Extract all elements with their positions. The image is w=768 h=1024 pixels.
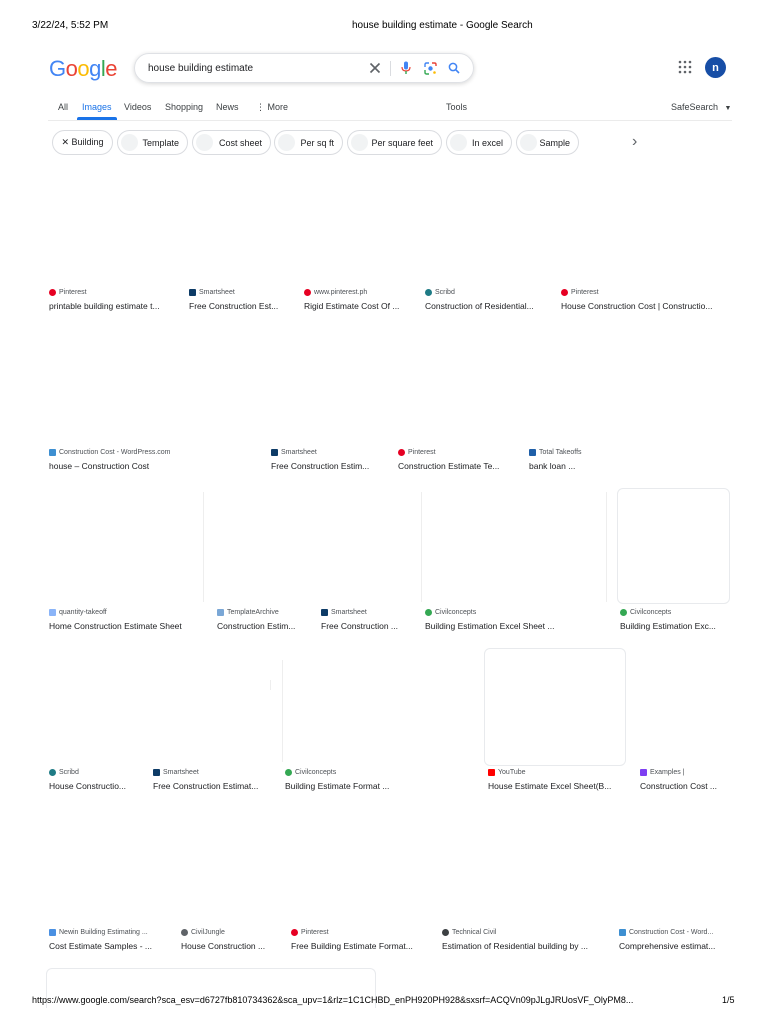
total-takeoffs-favicon-icon — [529, 449, 536, 456]
chip-in-excel[interactable] — [446, 130, 512, 155]
smartsheet-favicon-icon — [189, 289, 196, 296]
tab-all[interactable]: All — [58, 102, 69, 112]
source-name: Pinterest — [408, 449, 436, 456]
scribd-favicon-icon — [49, 769, 56, 776]
google-logo[interactable]: Google — [49, 56, 118, 81]
chip-label: Sample — [539, 137, 570, 148]
lens-icon[interactable] — [421, 59, 439, 77]
result-title[interactable]: Free Building Estimate Format... — [291, 941, 413, 951]
result-source[interactable] — [49, 929, 148, 936]
search-input[interactable] — [148, 60, 363, 77]
source-name: TemplateArchive — [227, 609, 279, 616]
source-name: Scribd — [435, 289, 455, 296]
chip-building[interactable] — [52, 130, 113, 155]
source-name: YouTube — [498, 769, 526, 776]
result-source[interactable] — [189, 289, 235, 296]
source-name: Smartsheet — [331, 609, 367, 616]
result-source[interactable] — [620, 609, 671, 616]
result-source[interactable] — [271, 449, 317, 456]
image-divider — [606, 492, 607, 602]
pinterest-favicon-icon — [398, 449, 405, 456]
result-title[interactable]: Free Construction Estimat... — [153, 781, 259, 791]
print-page-number: 1/5 — [722, 995, 735, 1005]
smartsheet-favicon-icon — [153, 769, 160, 776]
image-divider — [270, 680, 271, 690]
youtube-favicon-icon — [488, 769, 495, 776]
source-name: Construction Cost - Word... — [629, 929, 714, 936]
result-source[interactable] — [321, 609, 367, 616]
image-divider — [282, 660, 283, 762]
result-source[interactable] — [398, 449, 436, 456]
result-source[interactable] — [49, 769, 79, 776]
pinterest-favicon-icon — [49, 289, 56, 296]
source-name: Civilconcepts — [435, 609, 477, 616]
result-title[interactable]: Building Estimation Excel Sheet ... — [425, 621, 555, 631]
newin-favicon-icon — [49, 929, 56, 936]
source-name: Technical Civil — [452, 929, 497, 936]
result-source[interactable] — [49, 609, 107, 616]
chip-label: Cost sheet — [218, 137, 262, 148]
chip-thumbnail — [278, 134, 295, 151]
wordpress-favicon-icon — [619, 929, 626, 936]
result-title[interactable]: Construction Estimate Te... — [398, 461, 500, 471]
print-page-title: house building estimate - Google Search — [352, 20, 533, 31]
result-source[interactable] — [640, 769, 685, 776]
chevron-right-icon[interactable]: › — [632, 133, 638, 150]
safesearch-label: SafeSearch — [671, 102, 719, 112]
chip-cost-sheet[interactable] — [192, 130, 271, 155]
image-divider — [421, 492, 422, 602]
result-source[interactable] — [291, 929, 329, 936]
source-name: CivilJungle — [191, 929, 225, 936]
result-title[interactable]: House Constructio... — [49, 781, 127, 791]
result-title[interactable]: Free Construction Estim... — [271, 461, 370, 471]
result-image[interactable] — [484, 648, 626, 766]
result-source[interactable] — [285, 769, 336, 776]
source-name: Pinterest — [301, 929, 329, 936]
image-divider — [203, 492, 204, 602]
result-title[interactable]: Construction of Residential... — [425, 301, 534, 311]
result-title[interactable]: House Estimate Excel Sheet(B... — [488, 781, 612, 791]
tab-videos[interactable]: Videos — [124, 102, 152, 112]
pinterest-favicon-icon — [291, 929, 298, 936]
result-source[interactable] — [425, 289, 455, 296]
safesearch-button[interactable] — [671, 102, 731, 112]
result-source[interactable] — [488, 769, 526, 776]
result-source[interactable] — [49, 289, 87, 296]
civilconcepts-favicon-icon — [285, 769, 292, 776]
smartsheet-favicon-icon — [271, 449, 278, 456]
print-date: 3/22/24, 5:52 PM — [32, 20, 109, 31]
result-source[interactable] — [425, 609, 476, 616]
chip-per-sq-ft[interactable] — [274, 130, 343, 155]
wordpress-favicon-icon — [49, 449, 56, 456]
result-title[interactable]: Free Construction Est... — [189, 301, 279, 311]
source-name: Smartsheet — [163, 769, 199, 776]
result-title[interactable]: Construction Estim... — [217, 621, 296, 631]
apps-grid-icon[interactable] — [678, 60, 696, 76]
chip-thumbnail — [121, 134, 138, 151]
result-source[interactable] — [561, 289, 599, 296]
source-name: Civilconcepts — [295, 769, 337, 776]
source-name: quantity-takeoff — [59, 609, 107, 616]
avatar[interactable]: n — [705, 57, 726, 78]
examples-favicon-icon — [640, 769, 647, 776]
result-title[interactable]: House Construction ... — [181, 941, 266, 951]
tab-images[interactable]: Images — [82, 102, 112, 112]
pinterest-favicon-icon — [561, 289, 568, 296]
scribd-favicon-icon — [425, 289, 432, 296]
result-title[interactable]: Rigid Estimate Cost Of ... — [304, 301, 400, 311]
civiljungle-favicon-icon — [181, 929, 188, 936]
technical-civil-favicon-icon — [442, 929, 449, 936]
result-title[interactable]: Estimation of Residential building by ... — [442, 941, 588, 951]
source-name: Pinterest — [571, 289, 599, 296]
result-title[interactable]: Building Estimation Exc... — [620, 621, 716, 631]
mic-icon[interactable] — [397, 59, 415, 77]
tab-news[interactable]: News — [216, 102, 239, 112]
tab-more[interactable]: ⋮ More — [256, 102, 289, 112]
result-title[interactable]: Building Estimate Format ... — [285, 781, 390, 791]
civilconcepts-favicon-icon — [620, 609, 627, 616]
smartsheet-favicon-icon — [321, 609, 328, 616]
result-title[interactable]: Comprehensive estimat... — [619, 941, 716, 951]
chip-per-square-feet[interactable] — [347, 130, 442, 155]
result-source[interactable] — [153, 769, 199, 776]
source-name: Smartsheet — [281, 449, 317, 456]
result-title[interactable]: House Construction Cost | Constructio... — [561, 301, 713, 311]
result-source[interactable] — [304, 289, 367, 296]
source-name: Smartsheet — [199, 289, 235, 296]
result-source[interactable] — [442, 929, 496, 936]
result-title[interactable]: Free Construction ... — [321, 621, 399, 631]
chip-sample[interactable] — [516, 130, 579, 155]
result-title[interactable]: Construction Cost ... — [640, 781, 718, 791]
search-box — [134, 53, 474, 83]
result-source[interactable] — [181, 929, 225, 936]
pinterest-favicon-icon — [304, 289, 311, 296]
chip-label: Template — [142, 137, 179, 148]
chip-label: Per square feet — [371, 137, 433, 148]
result-title[interactable]: Home Construction Estimate Sheet — [49, 621, 182, 631]
chip-thumbnail — [196, 134, 213, 151]
source-name: Construction Cost - WordPress.com — [59, 449, 171, 456]
quantity-takeoff-favicon-icon — [49, 609, 56, 616]
tools-button[interactable]: Tools — [446, 102, 468, 112]
result-source[interactable] — [619, 929, 713, 936]
source-name: Civilconcepts — [630, 609, 672, 616]
result-source[interactable] — [529, 449, 582, 456]
source-name: Total Takeoffs — [539, 449, 582, 456]
chip-thumbnail — [450, 134, 467, 151]
templatearchive-favicon-icon — [217, 609, 224, 616]
result-source[interactable] — [49, 449, 171, 456]
dropdown-arrow-icon: ▼ — [724, 105, 732, 112]
chip-label: Per sq ft — [300, 137, 334, 148]
source-name: www.pinterest.ph — [314, 289, 368, 296]
source-name: Scribd — [59, 769, 79, 776]
search-icon[interactable] — [445, 59, 463, 77]
chip-label: ✕ Building — [61, 137, 104, 147]
result-source[interactable] — [217, 609, 279, 616]
source-name: Newin Building Estimating ... — [59, 929, 148, 936]
result-title[interactable]: printable building estimate t... — [49, 301, 160, 311]
chip-thumbnail — [351, 134, 368, 151]
chip-template[interactable] — [117, 130, 188, 155]
tabs-divider — [48, 120, 732, 121]
result-image[interactable] — [617, 488, 730, 604]
source-name: Examples | — [650, 769, 685, 776]
close-icon[interactable] — [366, 59, 384, 77]
result-title[interactable]: Cost Estimate Samples - ... — [49, 941, 152, 951]
result-title[interactable]: bank loan ... — [529, 461, 576, 471]
chip-label: In excel — [471, 137, 503, 148]
chip-thumbnail — [520, 134, 537, 151]
search-divider — [390, 61, 391, 76]
civilconcepts-favicon-icon — [425, 609, 432, 616]
print-url: https://www.google.com/search?sca_esv=d6727fb810734362&sca_upv=1&rlz=1C1CHBD_enPH920PH928&sxsrf=ACQVn09pJLgJRUosVF_OlyPM8... — [32, 995, 634, 1005]
source-name: Pinterest — [59, 289, 87, 296]
tab-shopping[interactable]: Shopping — [165, 102, 204, 112]
result-title[interactable]: house – Construction Cost — [49, 461, 150, 471]
